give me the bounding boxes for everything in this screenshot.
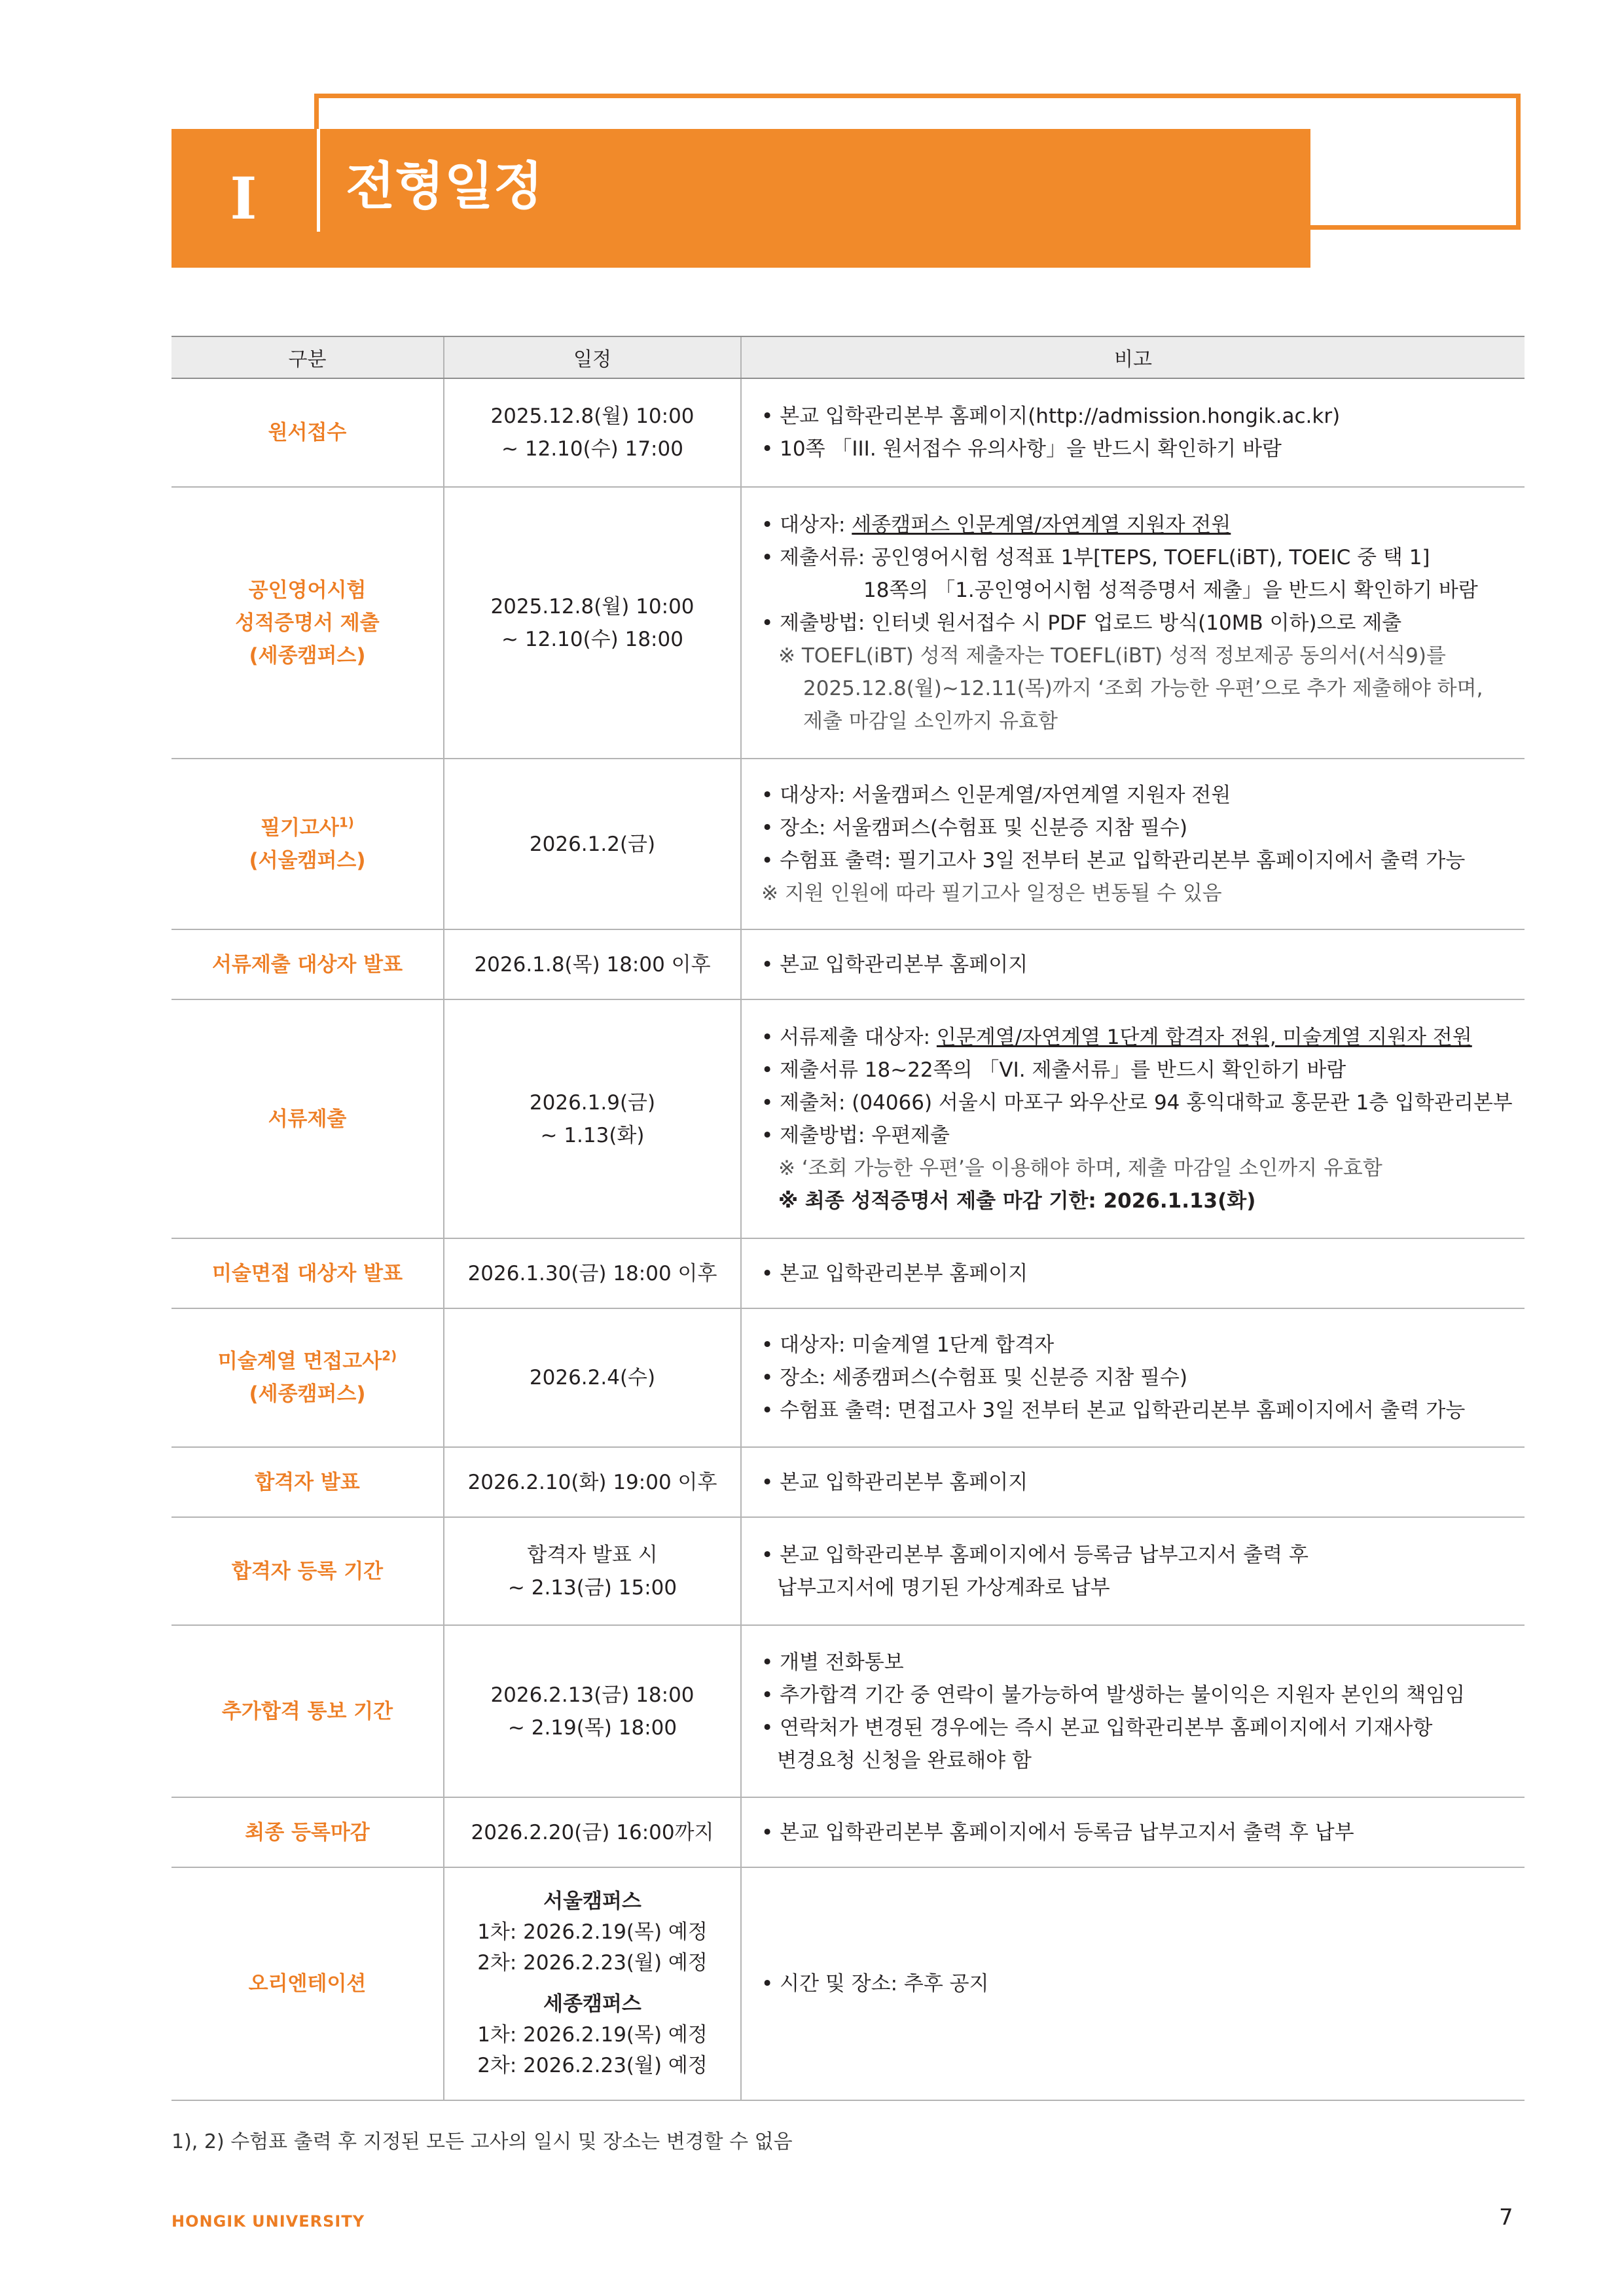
- row-date: 2026.1.30(금) 18:00 이후: [444, 1238, 741, 1308]
- note-line: • 제출방법: 우편제출: [761, 1119, 1524, 1152]
- footnote-marker: 2): [382, 1348, 397, 1364]
- row-category: 원서접수: [171, 378, 444, 487]
- row-category: 최종 등록마감: [171, 1797, 444, 1867]
- note-line: • 시간 및 장소: 추후 공지: [761, 1967, 1524, 2000]
- row-category: 미술계열 면접고사$^{2)}$ (세종캠퍼스): [171, 1308, 444, 1447]
- table-row: [171, 1867, 1525, 2100]
- note-line: 변경요청 신청을 완료해야 함: [777, 1748, 1032, 1772]
- footnote: 1), 2) 수험표 출력 후 지정된 모든 고사의 일시 및 장소는 변경할 수 없음: [171, 2130, 793, 2153]
- note-line: • 10쪽 「III. 원서접수 유의사항」을 반드시 확인하기 바람: [761, 433, 1524, 465]
- note-line: • 개별 전화통보: [761, 1646, 1524, 1679]
- reference-note: 2025.12.8(월)~12.11(목)까지 ‘조회 가능한 우편’으로 추가 제출해야 하며,: [803, 676, 1483, 700]
- reference-note: ※ ‘조회 가능한 우편’을 이용해야 하며, 제출 마감일 소인까지 유효함: [778, 1156, 1382, 1180]
- table-row: [171, 487, 1525, 759]
- table-row: [171, 1447, 1525, 1517]
- row-notes: [741, 1867, 1525, 2100]
- note-line: • 수험표 출력: 면접고사 3일 전부터 본교 입학관리본부 홈페이지에서 출력 가능: [761, 1394, 1524, 1427]
- row-category: 서류제출: [171, 999, 444, 1238]
- row-notes: [741, 929, 1525, 999]
- note-line: • 본교 입학관리본부 홈페이지: [761, 948, 1524, 981]
- row-category: 서류제출 대상자 발표: [171, 929, 444, 999]
- note-line: • 제출방법: 인터넷 원서접수 시 PDF 업로드 방식(10MB 이하)으로 제출: [761, 607, 1524, 639]
- row-category: 합격자 등록 기간: [171, 1517, 444, 1625]
- row-category: 공인영어시험 성적증명서 제출 (세종캠퍼스): [171, 487, 444, 759]
- row-category: 필기고사$^{1)}$ (서울캠퍼스): [171, 759, 444, 929]
- note-line: • 제출처: (04066) 서울시 마포구 와우산로 94 홍익대학교 홍문관 1층 입학관리본부: [761, 1086, 1524, 1119]
- section-numeral: I: [230, 164, 257, 232]
- campus-label: 세종캠퍼스: [543, 1992, 641, 2016]
- schedule-table: [171, 336, 1525, 2101]
- table-row: [171, 929, 1525, 999]
- header-separator: [317, 129, 320, 232]
- table-row: [171, 1797, 1525, 1867]
- note-line: • 대상자: 세종캠퍼스 인문계열/자연계열 지원자 전원: [761, 509, 1524, 541]
- note-line: • 본교 입학관리본부 홈페이지에서 등록금 납부고지서 출력 후 납부: [761, 1816, 1524, 1849]
- row-date: 2026.2.13(금) 18:00 ~ 2.19(목) 18:00: [444, 1625, 741, 1797]
- row-notes: [741, 1625, 1525, 1797]
- footer-university: HONGIK UNIVERSITY: [171, 2212, 365, 2231]
- note-line: • 장소: 서울캠퍼스(수험표 및 신분증 지참 필수): [761, 812, 1524, 844]
- note-line: 납부고지서에 명기된 가상계좌로 납부: [777, 1575, 1110, 1600]
- row-date: 2026.2.4(수): [444, 1308, 741, 1447]
- row-date: 합격자 발표 시 ~ 2.13(금) 15:00: [444, 1517, 741, 1625]
- note-line: • 본교 입학관리본부 홈페이지에서 등록금 납부고지서 출력 후: [761, 1539, 1524, 1571]
- row-date: 2025.12.8(월) 10:00 ~ 12.10(수) 17:00: [444, 378, 741, 487]
- table-row: [171, 378, 1525, 487]
- table-row: [171, 759, 1525, 929]
- note-line: • 연락처가 변경된 경우에는 즉시 본교 입학관리본부 홈페이지에서 기재사항: [761, 1712, 1524, 1744]
- note-line: • 대상자: 미술계열 1단계 합격자: [761, 1329, 1524, 1361]
- header-bar: [171, 129, 1310, 268]
- reference-note-bold: ※ 최종 성적증명서 제출 마감 기한: 2026.1.13(화): [778, 1189, 1256, 1213]
- page-number: 7: [1499, 2204, 1513, 2231]
- row-notes: [741, 1308, 1525, 1447]
- row-category: 추가합격 통보 기간: [171, 1625, 444, 1797]
- row-date: 2026.1.9(금) ~ 1.13(화): [444, 999, 741, 1238]
- column-header-category: 구분: [171, 336, 444, 378]
- reference-note: ※ TOEFL(iBT) 성적 제출자는 TOEFL(iBT) 성적 정보제공 동의서(서식9)를: [778, 643, 1446, 668]
- row-notes: [741, 1517, 1525, 1625]
- note-line: • 서류제출 대상자: 인문계열/자연계열 1단계 합격자 전원, 미술계열 지원자 전원: [761, 1021, 1524, 1054]
- row-notes: [741, 487, 1525, 759]
- table-row: [171, 1517, 1525, 1625]
- row-category: 미술면접 대상자 발표: [171, 1238, 444, 1308]
- column-header-date: 일정: [444, 336, 741, 378]
- row-notes: [741, 1447, 1525, 1517]
- column-header-notes: 비고: [741, 336, 1525, 378]
- campus-label: 서울캠퍼스: [543, 1890, 641, 1913]
- row-notes: [741, 1797, 1525, 1867]
- note-line: • 수험표 출력: 필기고사 3일 전부터 본교 입학관리본부 홈페이지에서 출력 가능: [761, 844, 1524, 877]
- table-row: [171, 1238, 1525, 1308]
- reference-note: ※ 지원 인원에 따라 필기고사 일정은 변동될 수 있음: [761, 881, 1222, 905]
- table-row: [171, 1625, 1525, 1797]
- row-notes: [741, 1238, 1525, 1308]
- row-date: 2026.2.20(금) 16:00까지: [444, 1797, 741, 1867]
- footnote-marker: 1): [338, 814, 354, 831]
- note-line: • 대상자: 서울캠퍼스 인문계열/자연계열 지원자 전원: [761, 779, 1524, 812]
- reference-note: 제출 마감일 소인까지 유효함: [803, 709, 1058, 733]
- table-header-row: [171, 336, 1525, 378]
- note-line: • 장소: 세종캠퍼스(수험표 및 신분증 지참 필수): [761, 1361, 1524, 1394]
- note-line: • 제출서류 18~22쪽의 「VI. 제출서류」를 반드시 확인하기 바람: [761, 1054, 1524, 1086]
- note-line: • 제출서류: 공인영어시험 성적표 1부[TEPS, TOEFL(iBT), TOEIC 중 택 1]: [761, 541, 1524, 574]
- note-line: • 본교 입학관리본부 홈페이지(http://admission.hongik.ac.kr): [761, 400, 1524, 433]
- note-line: • 본교 입학관리본부 홈페이지: [761, 1466, 1524, 1499]
- table-row: [171, 1308, 1525, 1447]
- note-line: • 추가합격 기간 중 연락이 불가능하여 발생하는 불이익은 지원자 본인의 책임임: [761, 1679, 1524, 1712]
- note-line: 18쪽의 「1.공인영어시험 성적증명서 제출」을 반드시 확인하기 바람: [863, 578, 1478, 602]
- row-date: 2026.1.8(목) 18:00 이후: [444, 929, 741, 999]
- row-date: 2026.1.2(금): [444, 759, 741, 929]
- row-notes: [741, 378, 1525, 487]
- row-date: 2025.12.8(월) 10:00 ~ 12.10(수) 18:00: [444, 487, 741, 759]
- note-line: • 본교 입학관리본부 홈페이지: [761, 1257, 1524, 1290]
- page-title: 전형일정: [346, 157, 543, 216]
- row-date: 2026.2.10(화) 19:00 이후: [444, 1447, 741, 1517]
- row-date: 서울캠퍼스 1차: 2026.2.19(목) 예정 2차: 2026.2.23(월) 예정 세종캠퍼스 1차: 2026.2.19(목) 예정 2차: 2026.2.23(월) 예정: [444, 1867, 741, 2100]
- row-notes: [741, 759, 1525, 929]
- row-category: 오리엔테이션: [171, 1867, 444, 2100]
- table-row: [171, 999, 1525, 1238]
- row-category: 합격자 발표: [171, 1447, 444, 1517]
- row-notes: [741, 999, 1525, 1238]
